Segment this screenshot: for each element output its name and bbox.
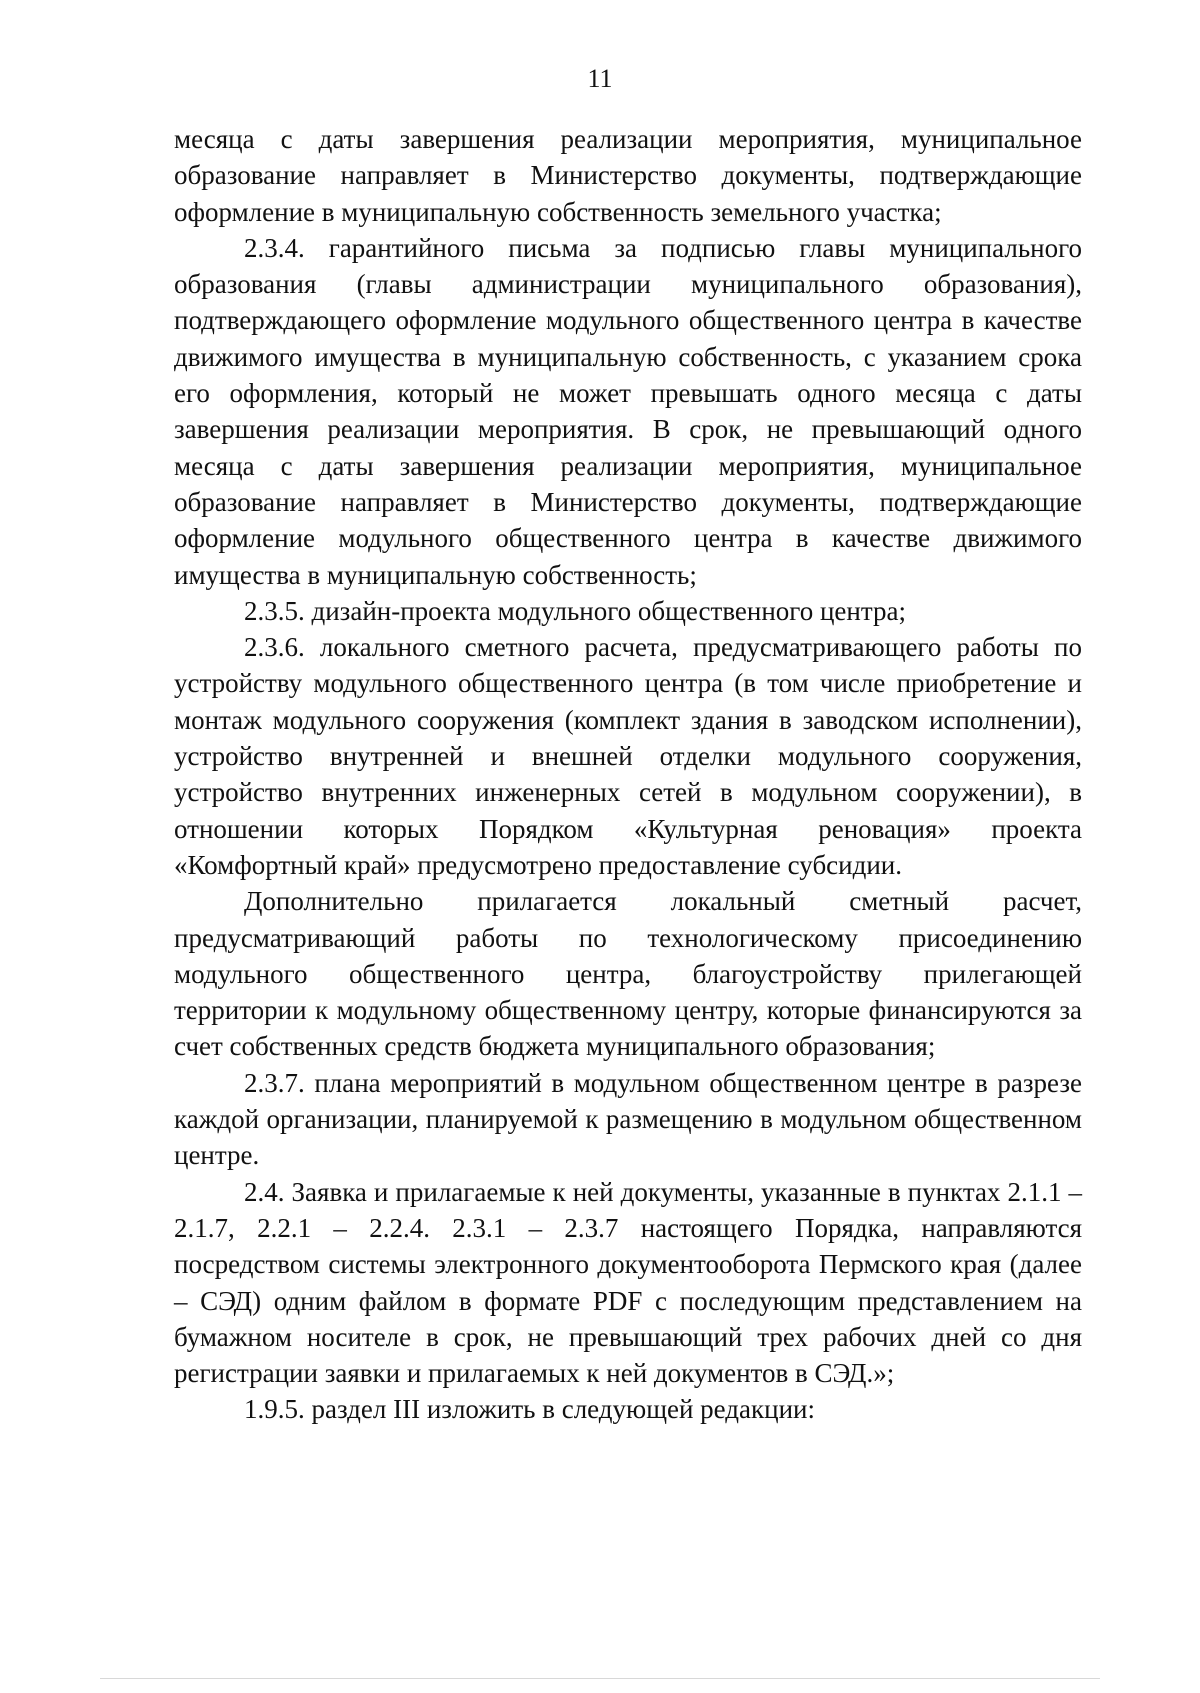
paragraph-2-3-6: 2.3.6. локального сметного расчета, предусматривающего работы по устройству модульного общественного центра (в том числе приобретение и монтаж модульного сооружения (комплект здания в заводском исполнении), устройство внутренней и внешней отделки модульного сооружения, устройство внутренних инженерных сетей в модульном сооружении), в отношении которых Порядком «Культурная реновация» проекта «Комфортный край» предусмотрено предоставление субсидии. <box>174 632 1082 880</box>
paragraph-1-9-5: 1.9.5. раздел III изложить в следующей редакции: <box>244 1394 815 1425</box>
paragraph-2-3-7: 2.3.7. плана мероприятий в модульном общественном центре в разрезе каждой организации, планируемой к размещению в модульном общественном центре. <box>174 1067 1082 1171</box>
paragraph-2-3-4: 2.3.4. гарантийного письма за подписью главы муниципального образования (главы администрации муниципального образования), подтверждающего оформление модульного общественного центра в качестве движимого имущества в муниципальную собственность, с указанием срока его оформления, который не может превышать одного месяца с даты завершения реализации мероприятия. В срок, не превышающий одного месяца с даты завершения реализации мероприятия, муниципальное образование направляет в Министерство документы, подтверждающие оформление модульного общественного центра в качестве движимого имущества в муниципальную собственность; <box>174 232 1082 590</box>
page-number: 11 <box>587 64 613 93</box>
paragraph-2-4: 2.4. Заявка и прилагаемые к ней документы, указанные в пунктах 2.1.1 – 2.1.7, 2.2.1 – 2.2.4. 2.3.1 – 2.3.7 настоящего Порядка, направляются посредством системы электронного документооборота Пермского края (далее – СЭД) одним файлом в формате PDF с последующим представлением на бумажном носителе в срок, не превышающий трех рабочих дней со дня регистрации заявки и прилагаемых к ней документов в СЭД.»; <box>174 1176 1082 1389</box>
document-body <box>174 121 1082 1428</box>
paragraph-additional: Дополнительно прилагается локальный сметный расчет, предусматривающий работы по технологическому присоединению модульного общественного центра, благоустройству прилегающей территории к модульному общественному центру, которые финансируются за счет собственных средств бюджета муниципального образования; <box>174 886 1082 1062</box>
paragraph-continuation: месяца с даты завершения реализации мероприятия, муниципальное образование направляет в Министерство документы, подтверждающие оформление в муниципальную собственность земельного участка; <box>174 124 1082 227</box>
scan-artifact-line <box>100 1678 1100 1679</box>
paragraph-2-3-5: 2.3.5. дизайн-проекта модульного общественного центра; <box>244 595 906 626</box>
